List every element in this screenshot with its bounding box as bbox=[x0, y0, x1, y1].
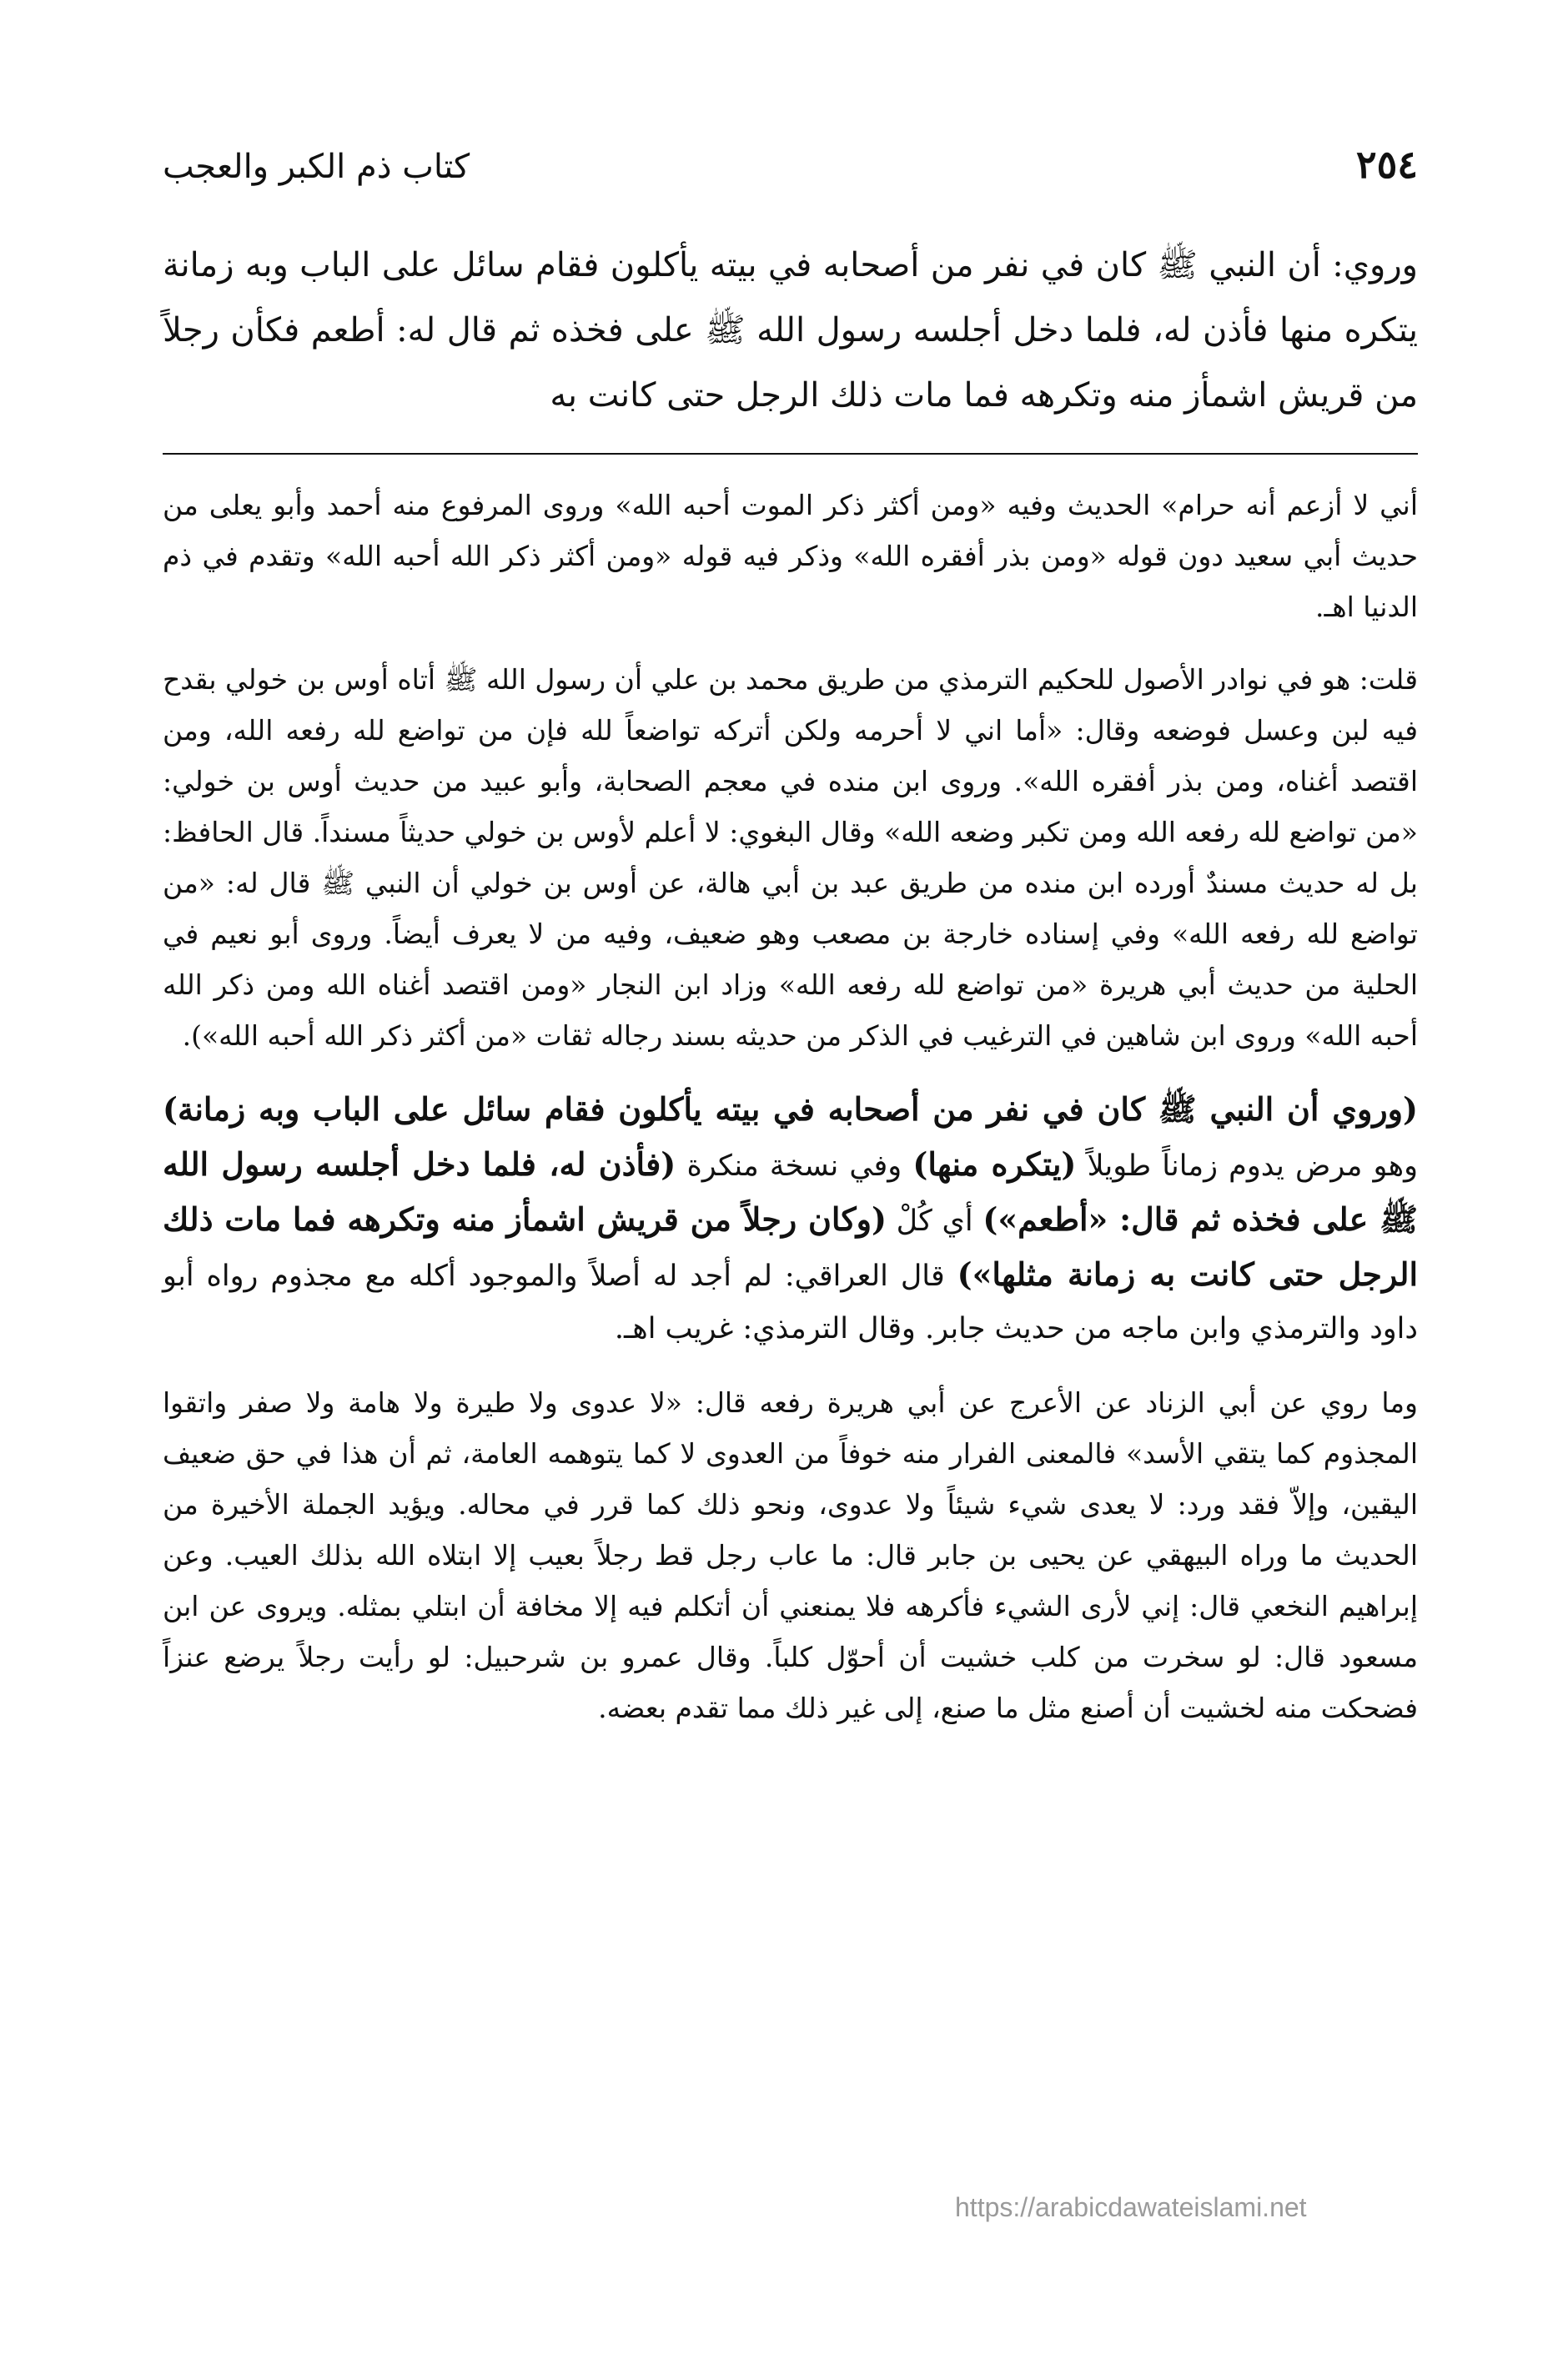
quoted-matn-4: (وكان رجلاً من قريش اشمأز منه وتكرهه فما مات ذلك الرجل حتى كانت به زمانة مثلها») bbox=[163, 1200, 1418, 1293]
commentary-text-2: وفي نسخة منكرة bbox=[676, 1149, 913, 1183]
quoted-matn-2: (يتكره منها) bbox=[912, 1145, 1077, 1183]
page-header bbox=[163, 142, 1418, 187]
quoted-matn-1: (وروي أن النبي ﷺ كان في نفر من أصحابه في بيته يأكلون فقام سائل على الباب وبه زمانة) bbox=[163, 1090, 1418, 1128]
text-separator bbox=[163, 453, 1418, 455]
watermark-url: https://arabicdawateislami.net bbox=[955, 2192, 1307, 2222]
commentary-text-3: أي كُلْ bbox=[886, 1205, 983, 1238]
commentary-text-1: وهو مرض يدوم زماناً طويلاً bbox=[1076, 1149, 1418, 1183]
commentary-paragraph-3 bbox=[163, 1083, 1418, 1356]
page-number: ٢٥٤ bbox=[1355, 142, 1418, 187]
commentary-paragraph-1: أني لا أزعم أنه حرام» الحديث وفيه «ومن أكثر ذكر الموت أحبه الله» وروى المرفوع منه أحمد وأبو يعلى من حديث أبي سعيد دون قوله «ومن بذر أفقره الله» وذكر فيه قوله «ومن أكثر ذكر الله أحبه الله» وتقدم في ذم الدنيا اهـ. bbox=[163, 489, 1418, 623]
commentary-paragraph-4: وما روي عن أبي الزناد عن الأعرج عن أبي هريرة رفعه قال: «لا عدوى ولا طيرة ولا هامة ولا صفر واتقوا المجذوم كما يتقي الأسد» فالمعنى الفرار منه خوفاً من العدوى لا كما يتوهمه العامة، ثم أن هذا في حق ضعيف اليقين، وإلاّ فقد ورد: لا يعدى شيء شيئاً ولا عدوى، ونحو ذلك كما قرر في محاله. ويؤيد الجملة الأخيرة من الحديث ما وراه البيهقي عن يحيى بن جابر قال: ما عاب رجل قط رجلاً بعيب إلا ابتلاه الله بذلك العيب. وعن إبراهيم النخعي قال: إني لأرى الشيء فأكرهه فلا يمنعني أن أتكلم فيه إلا مخافة أن ابتلي بمثله. ويروى عن ابن مسعود قال: لو سخرت من كلب خشيت أن أحوّل كلباً. وقال عمرو بن شرحبيل: لو رأيت رجلاً يرضع عنزاً فضحكت منه لخشيت أن أصنع مثل ما صنع، إلى غير ذلك مما تقدم بعضه. bbox=[163, 1386, 1418, 1724]
main-text: وروي: أن النبي ﷺ كان في نفر من أصحابه في بيته يأكلون فقام سائل على الباب وبه زمانة يتكره منها فأذن له، فلما دخل أجلسه رسول الله ﷺ على فخذه ثم قال له: أطعم فكأن رجلاً من قريش اشمأز منه وتكرهه فما مات ذلك الرجل حتى كانت به bbox=[163, 246, 1418, 415]
commentary-text-4: قال العراقي: لم أجد له أصلاً والموجود أكله مع مجذوم رواه أبو داود والترمذي وابن ماجه من حديث جابر. وقال الترمذي: غريب اهـ. bbox=[163, 1260, 1418, 1345]
commentary-paragraph-2: قلت: هو في نوادر الأصول للحكيم الترمذي من طريق محمد بن علي أن رسول الله ﷺ أتاه أوس بن خولي بقدح فيه لبن وعسل فوضعه وقال: «أما اني لا أحرمه ولكن أتركه تواضعاً لله فإن من تواضع لله رفعه الله، ومن اقتصد أغناه، ومن بذر أفقره الله». وروى ابن منده في معجم الصحابة، وأبو عبيد من حديث أوس بن خولي: «من تواضع لله رفعه الله ومن تكبر وضعه الله» وقال البغوي: لا أعلم لأوس بن خولي حديثاً مسنداً. قال الحافظ: بل له حديث مسندٌ أورده ابن منده من طريق عبد بن أبي هالة، عن أوس بن خولي أن النبي ﷺ قال له: «من تواضع لله رفعه الله» وفي إسناده خارجة بن مصعب وهو ضعيف، وفيه من لا يعرف أيضاً. وروى أبو نعيم في الحلية من حديث أبي هريرة «من تواضع لله رفعه الله» وزاد ابن النجار «ومن اقتصد أغناه الله ومن ذكر الله أحبه الله» وروى ابن شاهين في الترغيب في الذكر من حديثه بسند رجاله ثقات «من أكثر ذكر الله أحبه الله»). bbox=[163, 663, 1418, 1052]
quoted-matn-3: (فأذن له، فلما دخل أجلسه رسول الله ﷺ على فخذه ثم قال: «أطعم») bbox=[163, 1145, 1418, 1238]
running-title: كتاب ذم الكبر والعجب bbox=[163, 148, 470, 186]
